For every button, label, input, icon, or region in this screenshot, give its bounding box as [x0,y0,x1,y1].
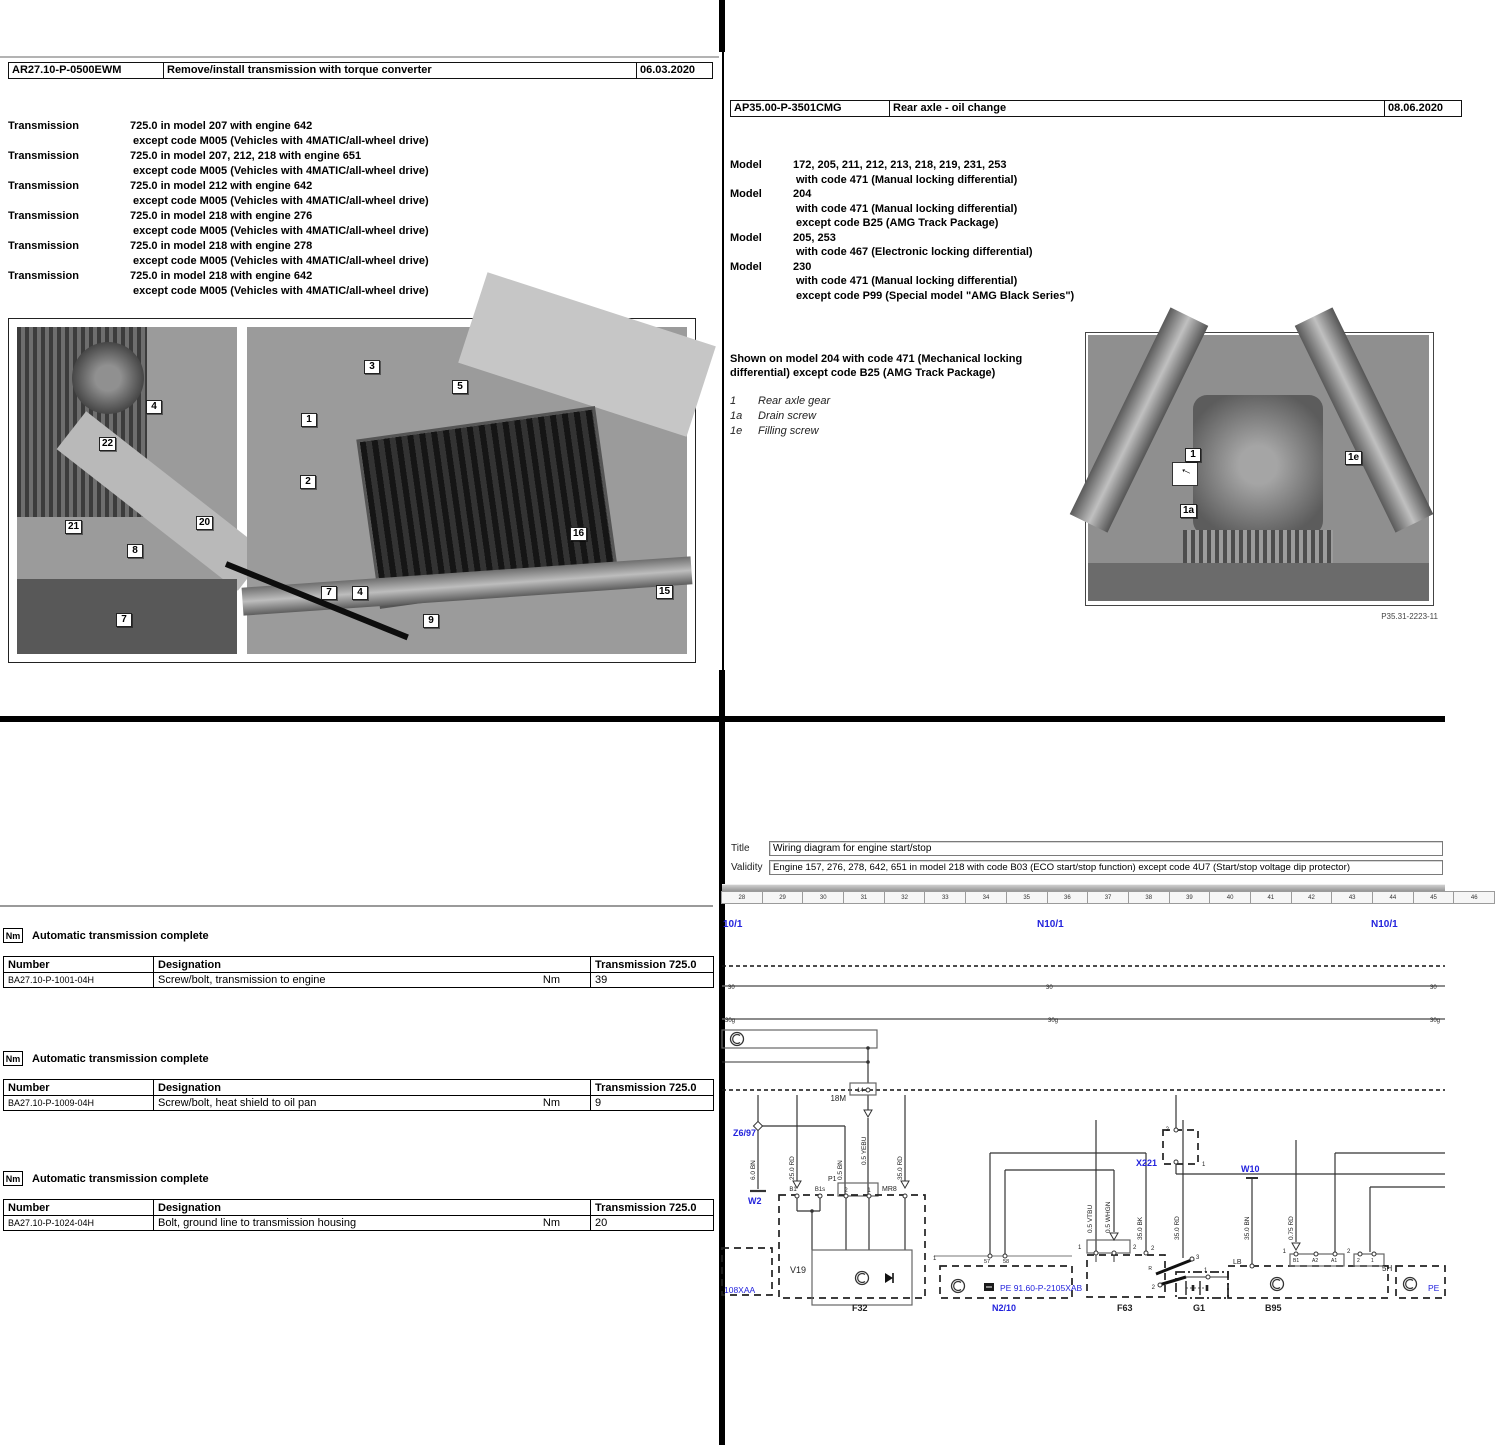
document-header-rear-axle [730,100,1462,117]
figure-legend [730,394,1060,439]
indent [8,224,133,239]
model-line: with code 471 (Manual locking differential) [796,173,1018,186]
transmission-row [8,209,708,224]
model-line: 205, 253 [793,231,836,244]
exhaust-left-shape [1070,307,1209,532]
ruler-cell: 32 [884,891,926,904]
svg-text:108XAA: 108XAA [724,1285,756,1295]
svg-text:F63: F63 [1117,1303,1133,1313]
svg-text:N10/1: N10/1 [1371,919,1398,930]
transmission-line2: except code M005 (Vehicles with 4MATIC/all-wheel drive) [133,195,429,207]
model-row-sub [730,289,1430,304]
shown-note: Shown on model 204 with code 471 (Mechanical locking differential) except code B25 (AMG Track Package) [730,353,1023,379]
doc-date: 08.06.2020 [1385,100,1462,117]
transmission-row-sub [8,284,708,299]
svg-text:N10/1: N10/1 [1037,919,1064,930]
svg-text:0.5 WHGN: 0.5 WHGN [1105,1201,1112,1233]
svg-text:N2/10: N2/10 [992,1303,1017,1313]
model-line: except code P99 (Special model "AMG Black Series") [796,289,1075,302]
svg-text:0.5 VTBU: 0.5 VTBU [1087,1204,1094,1233]
callout-label: 16 [570,527,587,541]
torque-col-header: Transmission 725.0 [591,957,714,973]
callout-label: 1 [1185,448,1201,462]
model-line: 230 [793,260,812,273]
torque-col-header: Designation [154,957,591,973]
indent [8,284,133,299]
transmission-label: Transmission [8,210,79,222]
model-line: except code B25 (AMG Track Package) [796,217,999,229]
ruler-cell: 42 [1291,891,1333,904]
model-label: Model [730,159,762,171]
torque-col-header: Number [4,1200,154,1216]
torque-number: BA27.10-P-1001-04H [4,973,154,988]
torque-number: BA27.10-P-1009-04H [4,1096,154,1111]
transmission-line1: 725.0 in model 218 with engine 276 [130,210,313,222]
validity-input[interactable]: Engine 157, 276, 278, 642, 651 in model 218 with code B03 (ECO start/stop function) except code 4U7 (Start/stop voltage dip protector) [769,860,1443,875]
transmission-label: Transmission [8,270,79,282]
legend-num: 1 [730,395,737,407]
model-row-sub [730,274,1430,289]
torque-section [3,1051,715,1111]
svg-text:1: 1 [867,1188,871,1194]
ruler-cell: 34 [965,891,1007,904]
svg-text:Z6/97: Z6/97 [733,1128,757,1138]
svg-text:3: 3 [1196,1255,1200,1261]
torque-heading: Automatic transmission complete [32,1172,209,1185]
section-separator [0,905,713,907]
svg-text:PE 91.60-P-2105XAB: PE 91.60-P-2105XAB [1000,1283,1083,1293]
torque-col-header: Number [4,1080,154,1096]
callout-label: 15 [656,585,673,599]
direction-arrow-icon: → [1172,462,1198,486]
photo-transmission-right [247,327,687,654]
callout-label: 2 [300,475,316,489]
model-line: 172, 205, 211, 212, 213, 218, 219, 231, 253 [793,159,1007,171]
svg-text:W2: W2 [748,1196,762,1206]
doc-date: 06.03.2020 [637,62,713,79]
svg-text:0.75 RD: 0.75 RD [1288,1216,1295,1240]
torque-designation: Bolt, ground line to transmission housing Nm [154,1216,591,1231]
svg-text:1: 1 [933,1256,937,1262]
transmission-label: Transmission [8,240,79,252]
model-row [730,158,1430,173]
svg-text:2: 2 [1133,1245,1137,1251]
transmission-line2: except code M005 (Vehicles with 4MATIC/all-wheel drive) [133,225,429,237]
legend-num: 1e [730,425,743,437]
callout-label: 21 [65,520,82,534]
transmission-line1: 725.0 in model 207, 212, 218 with engine 651 [130,150,362,162]
nm-icon: Nm [3,1051,23,1066]
legend-text: Filling screw [758,425,819,437]
svg-text:10/1: 10/1 [723,919,743,930]
transmission-row-sub [8,254,708,269]
torque-col-header: Number [4,957,154,973]
photo-caption: P35.31-2223-11 [1381,612,1438,621]
ruler-cell: 36 [1047,891,1089,904]
ruler-cell: 28 [721,891,763,904]
callout-label: 20 [196,516,213,530]
model-row-sub [730,245,1430,260]
svg-text:6.0 BN: 6.0 BN [750,1160,757,1180]
svg-text:35.0 RD: 35.0 RD [897,1156,904,1180]
page-top-border [0,56,719,58]
torque-table [3,1079,714,1111]
table-row [4,1216,714,1231]
callout-label: 4 [352,586,368,600]
model-row [730,260,1430,275]
svg-text:30: 30 [728,985,735,991]
mount-shape [72,342,144,414]
doc-title: Remove/install transmission with torque converter [164,62,637,79]
svg-text:W10: W10 [1241,1164,1260,1174]
svg-text:B95: B95 [1265,1303,1282,1313]
model-label [730,202,796,217]
subframe-shape [1088,563,1429,601]
svg-text:X221: X221 [1136,1158,1158,1168]
table-row [4,973,714,988]
model-row-sub [730,202,1430,217]
transmission-line1: 725.0 in model 207 with engine 642 [130,120,313,132]
svg-text:30g: 30g [1048,1018,1059,1024]
svg-text:LB: LB [1233,1259,1242,1266]
indent [8,164,133,179]
svg-text:30g: 30g [725,1018,736,1024]
transmission-label: Transmission [8,150,79,162]
transmission-line2: except code M005 (Vehicles with 4MATIC/all-wheel drive) [133,165,429,177]
svg-text:2: 2 [1151,1246,1155,1252]
doc-code: AR27.10-P-0500EWM [8,62,164,79]
ruler-cell: 45 [1413,891,1455,904]
transmission-row-sub [8,224,708,239]
ruler-cell: 44 [1372,891,1414,904]
svg-text:1: 1 [1204,1268,1208,1274]
svg-text:0.5 YEBU: 0.5 YEBU [861,1136,868,1165]
callout-label: 7 [116,613,132,627]
figure-rear-axle-photo [1085,332,1434,606]
ruler-cell: 46 [1453,891,1495,904]
svg-text:35.0 BN: 35.0 BN [1244,1216,1251,1240]
model-row [730,187,1430,202]
svg-text:1: 1 [1371,1258,1374,1264]
transmission-line2: except code M005 (Vehicles with 4MATIC/all-wheel drive) [133,135,429,147]
torque-heading-row [3,1171,715,1186]
transmission-row [8,269,708,284]
transmission-label: Transmission [8,120,79,132]
indent [8,254,133,269]
transmission-list [8,119,708,299]
svg-text:1: 1 [1282,1249,1286,1255]
svg-text:F32: F32 [852,1303,868,1313]
callout-label: 3 [364,360,380,374]
model-line: 204 [793,188,812,200]
model-label: Model [730,188,762,200]
svg-text:V19: V19 [790,1265,807,1275]
legend-item [730,424,1060,439]
svg-text:0.5 BN: 0.5 BN [837,1160,844,1180]
svg-text:2: 2 [1357,1258,1360,1264]
ruler-cell: 29 [762,891,804,904]
legend-text: Drain screw [758,410,817,422]
callout-label: 22 [99,437,116,451]
legend-num: 1a [730,410,743,422]
legend-item [730,394,1060,409]
ruler-cell: 35 [1006,891,1048,904]
svg-text:PE: PE [1428,1283,1440,1293]
torque-value: 39 [591,973,714,988]
callout-label: 1a [1180,504,1197,518]
svg-text:30: 30 [1430,985,1437,991]
divider-vertical-top [719,0,725,52]
model-line: with code 471 (Manual locking differential) [796,202,1018,215]
model-label [730,289,796,304]
svg-text:B1: B1 [1293,1258,1300,1264]
model-line: with code 471 (Manual locking differential) [796,275,1018,287]
callout-label: 1 [301,413,317,427]
transmission-row [8,179,708,194]
torque-heading: Automatic transmission complete [32,1052,209,1065]
svg-text:35.0 RD: 35.0 RD [1174,1216,1181,1240]
torque-section [3,928,715,988]
svg-text:1: 1 [1078,1245,1082,1251]
legend-text: Rear axle gear [758,395,831,407]
title-input[interactable]: Wiring diagram for engine start/stop [769,841,1443,856]
torque-heading-row [3,1051,715,1066]
ruler-cell: 39 [1169,891,1211,904]
torque-col-header: Designation [154,1080,591,1096]
callout-label: 4 [146,400,162,414]
differential-shape [1193,395,1323,535]
callout-label: 5 [452,380,468,394]
torque-heading: Automatic transmission complete [32,929,209,942]
svg-text:A1: A1 [1331,1258,1338,1264]
torque-designation: Screw/bolt, transmission to engine Nm [154,973,591,988]
torque-value: 9 [591,1096,714,1111]
transmission-line1: 725.0 in model 212 with engine 642 [130,180,313,192]
svg-text:2: 2 [1151,1285,1155,1291]
torque-table [3,956,714,988]
nm-icon: Nm [3,1171,23,1186]
callout-label: 8 [127,544,143,558]
svg-text:B1: B1 [789,1187,797,1193]
svg-text:2: 2 [1165,1127,1169,1133]
doc-code: AP35.00-P-3501CMG [730,100,890,117]
transmission-row [8,119,708,134]
transmission-label: Transmission [8,180,79,192]
model-line: with code 467 (Electronic locking differential) [796,246,1033,258]
model-row-sub [730,216,1430,231]
callout-label: 1e [1345,451,1362,465]
svg-text:R: R [1148,1266,1152,1272]
photo-rear-axle [1088,335,1429,601]
transmission-line1: 725.0 in model 218 with engine 642 [130,270,313,282]
indent [8,134,133,149]
svg-text:B1s: B1s [814,1187,826,1193]
transmission-row-sub [8,194,708,209]
svg-text:35.0 BK: 35.0 BK [1137,1216,1144,1240]
model-label [730,274,796,289]
torque-value: 20 [591,1216,714,1231]
svg-text:G1: G1 [1193,1303,1206,1313]
ruler-cell: 41 [1250,891,1292,904]
wiring-diagram-canvas [722,830,1445,1445]
model-row-sub [730,173,1430,188]
model-row [730,231,1430,246]
torque-number: BA27.10-P-1024-04H [4,1216,154,1231]
torque-section [3,1171,715,1231]
transmission-line2: except code M005 (Vehicles with 4MATIC/all-wheel drive) [133,255,429,267]
model-list [730,158,1430,303]
ruler-cell: 30 [802,891,844,904]
transmission-row-sub [8,164,708,179]
model-label [730,173,796,188]
model-label: Model [730,260,762,273]
callout-label: 7 [321,586,337,600]
table-row [4,1096,714,1111]
transmission-row [8,239,708,254]
svg-text:30: 30 [1046,985,1053,991]
divider-horizontal [0,716,1445,722]
title-label: Title [731,843,750,854]
divider-vertical-middle [722,52,724,670]
ruler-cell: 43 [1331,891,1373,904]
svg-text:P1: P1 [828,1176,837,1183]
transmission-row [8,149,708,164]
ruler-cell: 33 [924,891,966,904]
ruler-cell: 40 [1209,891,1251,904]
torque-col-header: Designation [154,1200,591,1216]
document-header-remove-install [8,62,713,79]
svg-text:2: 2 [844,1188,848,1194]
svg-text:MR8: MR8 [882,1186,897,1193]
svg-text:A2: A2 [1312,1258,1319,1264]
svg-text:57: 57 [983,1259,991,1265]
svg-text:58: 58 [1002,1259,1010,1265]
doc-title: Rear axle - oil change [890,100,1385,117]
svg-text:30g: 30g [1430,1018,1441,1024]
svg-text:5H: 5H [1382,1264,1393,1273]
model-label: Model [730,231,762,244]
torque-heading-row [3,928,715,943]
nm-icon: Nm [3,928,23,943]
svg-text:14: 14 [857,1088,864,1094]
svg-text:18M: 18M [830,1094,846,1103]
torque-col-header: Transmission 725.0 [591,1080,714,1096]
torque-table [3,1199,714,1231]
torque-designation: Screw/bolt, heat shield to oil pan Nm [154,1096,591,1111]
model-label [730,245,796,260]
svg-text:1: 1 [1202,1162,1206,1168]
transmission-line2: except code M005 (Vehicles with 4MATIC/all-wheel drive) [133,285,429,297]
transmission-line1: 725.0 in model 218 with engine 278 [130,240,313,252]
validity-label: Validity [731,862,763,873]
model-label [730,216,796,231]
photo-transmission-left [17,327,237,654]
svg-text:2: 2 [1347,1249,1351,1255]
ruler-cell: 31 [843,891,885,904]
ruler-cell: 38 [1128,891,1170,904]
svg-text:25.0 RD: 25.0 RD [789,1156,796,1180]
transmission-row-sub [8,134,708,149]
torque-col-header: Transmission 725.0 [591,1200,714,1216]
legend-item [730,409,1060,424]
indent [8,194,133,209]
callout-label: 9 [423,614,439,628]
ruler-cell: 37 [1087,891,1129,904]
